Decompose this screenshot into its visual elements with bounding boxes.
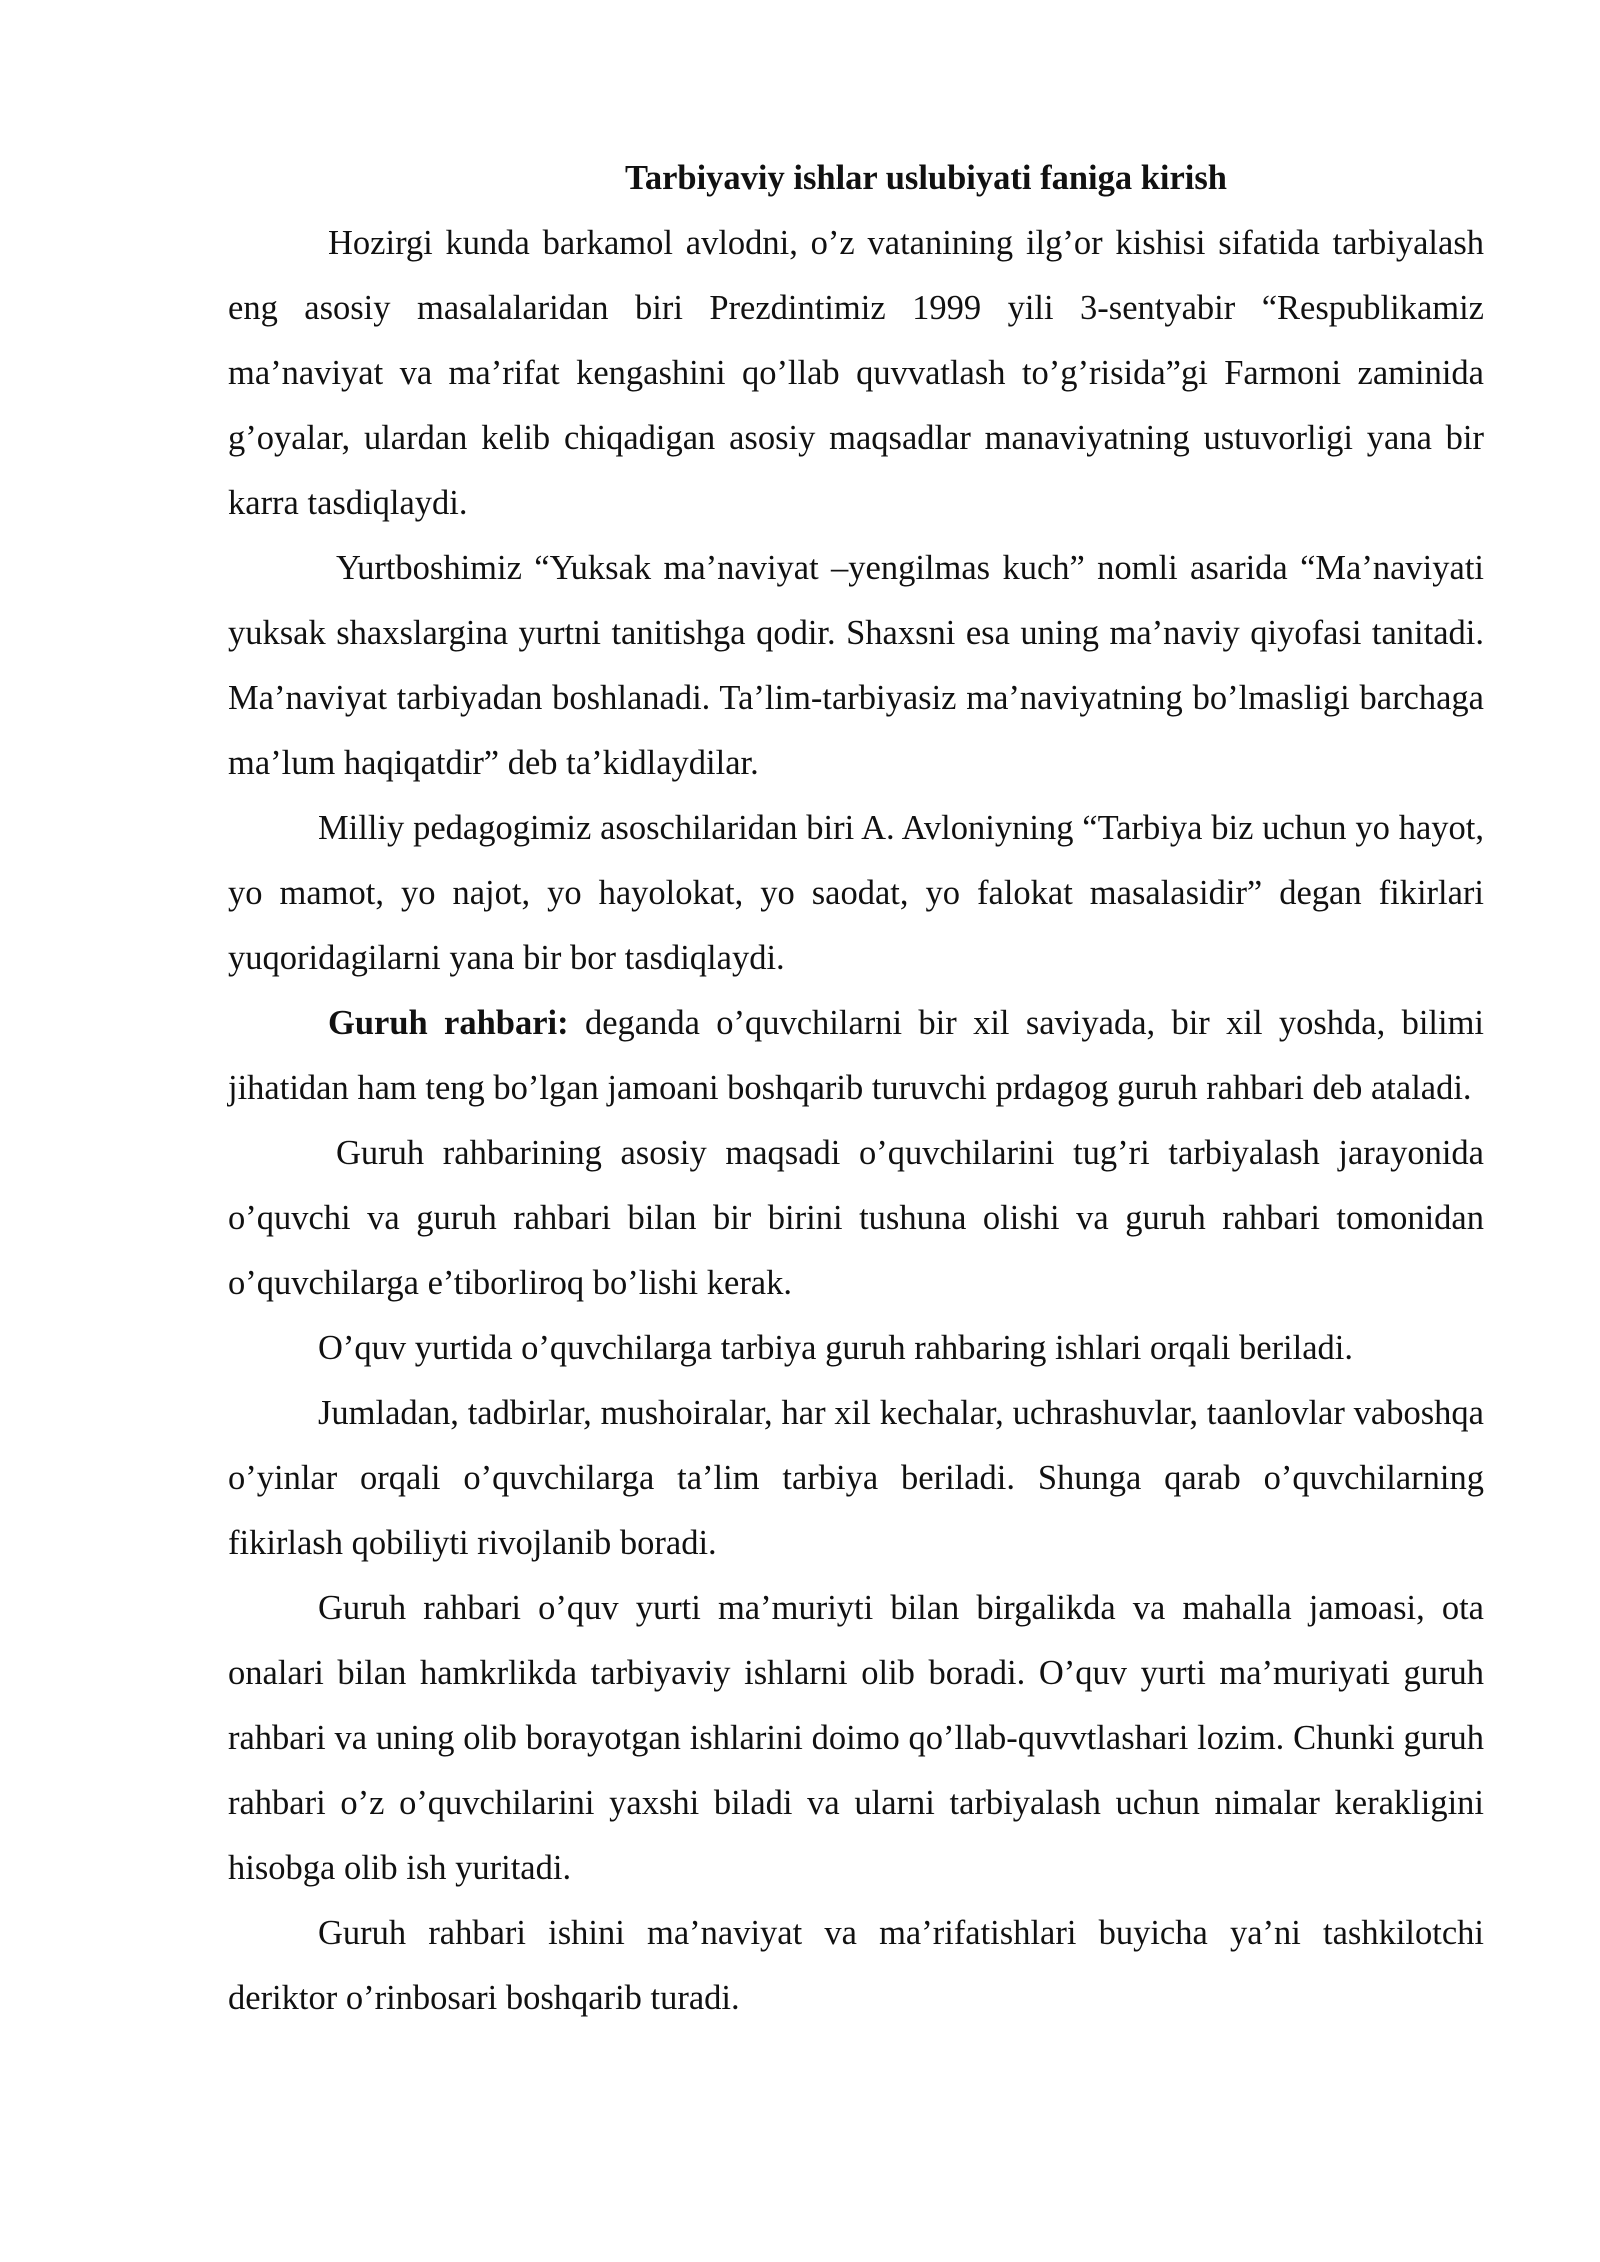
paragraph-text: Hozirgi kunda barkamol avlodni, o’z vatanining ilg’or kishisi sifatida tarbiyalash eng asosiy masalalaridan biri Prezdintimiz 1999 yili 3-sentyabir “Respublikamiz ma’naviyat va ma’rifat kengashini qo’llab quvvatlash to’g’risida”gi Farmoni zaminida g’oyalar, ulardan kelib chiqadigan asosiy maqsadlar manaviyatning ustuvorligi yana bir karra tasdiqlaydi. bbox=[228, 224, 1484, 522]
paragraph bbox=[228, 1121, 1484, 1316]
paragraph bbox=[228, 1316, 1484, 1381]
paragraph-lead-term: Guruh rahbari: bbox=[328, 1004, 569, 1042]
paragraph-text: Guruh rahbarining asosiy maqsadi o’quvchilarini tug’ri tarbiyalash jarayonida o’quvchi va guruh rahbari bilan bir birini tushuna olishi va guruh rahbari tomonidan o’quvchilarga e’tiborliroq bo’lishi kerak. bbox=[228, 1134, 1484, 1302]
document-title: Tarbiyaviy ishlar uslubiyati faniga kirish bbox=[624, 159, 1227, 197]
paragraph bbox=[228, 211, 1484, 536]
paragraph-text: deganda o’quvchilarni bir xil saviyada, bir xil yoshda, bilimi jihatidan ham teng bo’lgan jamoani boshqarib turuvchi prdagog guruh rahbari deb ataladi. bbox=[228, 1004, 1484, 1107]
paragraph bbox=[228, 536, 1484, 796]
paragraph-text: Yurtboshimiz “Yuksak ma’naviyat –yengilmas kuch” nomli asarida “Ma’naviyati yuksak shaxslargina yurtni tanitishga qodir. Shaxsni esa uning ma’naviy qiyofasi tanitadi. Ma’naviyat tarbiyadan boshlanadi. Ta’lim-tarbiyasiz ma’naviyatning bo’lmasligi barchaga ma’lum haqiqatdir” deb ta’kidlaydilar. bbox=[228, 549, 1484, 782]
paragraph bbox=[228, 796, 1484, 991]
document-page bbox=[228, 146, 1484, 2031]
paragraph bbox=[228, 1576, 1484, 1901]
paragraph bbox=[228, 1901, 1484, 2031]
paragraph-text: Guruh rahbari o’quv yurti ma’muriyti bilan birgalikda va mahalla jamoasi, ota onalari bilan hamkrlikda tarbiyaviy ishlarni olib boradi. O’quv yurti ma’muriyati guruh rahbari va uning olib borayotgan ishlarini doimo qo’llab-quvvtlashari lozim. Chunki guruh rahbari o’z o’quvchilarini yaxshi biladi va ularni tarbiyalash uchun nimalar kerakligini hisobga olib ish yuritadi. bbox=[228, 1589, 1484, 1887]
paragraph bbox=[228, 1381, 1484, 1576]
paragraph bbox=[228, 991, 1484, 1121]
paragraph-text: Jumladan, tadbirlar, mushoiralar, har xil kechalar, uchrashuvlar, taanlovlar vaboshqa o’yinlar orqali o’quvchilarga ta’lim tarbiya beriladi. Shunga qarab o’quvchilarning fikirlash qobiliyti rivojlanib boradi. bbox=[228, 1394, 1484, 1562]
paragraph-text: O’quv yurtida o’quvchilarga tarbiya guruh rahbaring ishlari orqali beriladi. bbox=[318, 1329, 1353, 1367]
paragraph-text: Guruh rahbari ishini ma’naviyat va ma’rifatishlari buyicha ya’ni tashkilotchi deriktor o’rinbosari boshqarib turadi. bbox=[228, 1914, 1484, 2017]
paragraph-text: Milliy pedagogimiz asoschilaridan biri A. Avloniyning “Tarbiya biz uchun yo hayot, yo mamot, yo najot, yo hayolokat, yo saodat, yo falokat masalasidir” degan fikirlari yuqoridagilarni yana bir bor tasdiqlaydi. bbox=[228, 809, 1484, 977]
